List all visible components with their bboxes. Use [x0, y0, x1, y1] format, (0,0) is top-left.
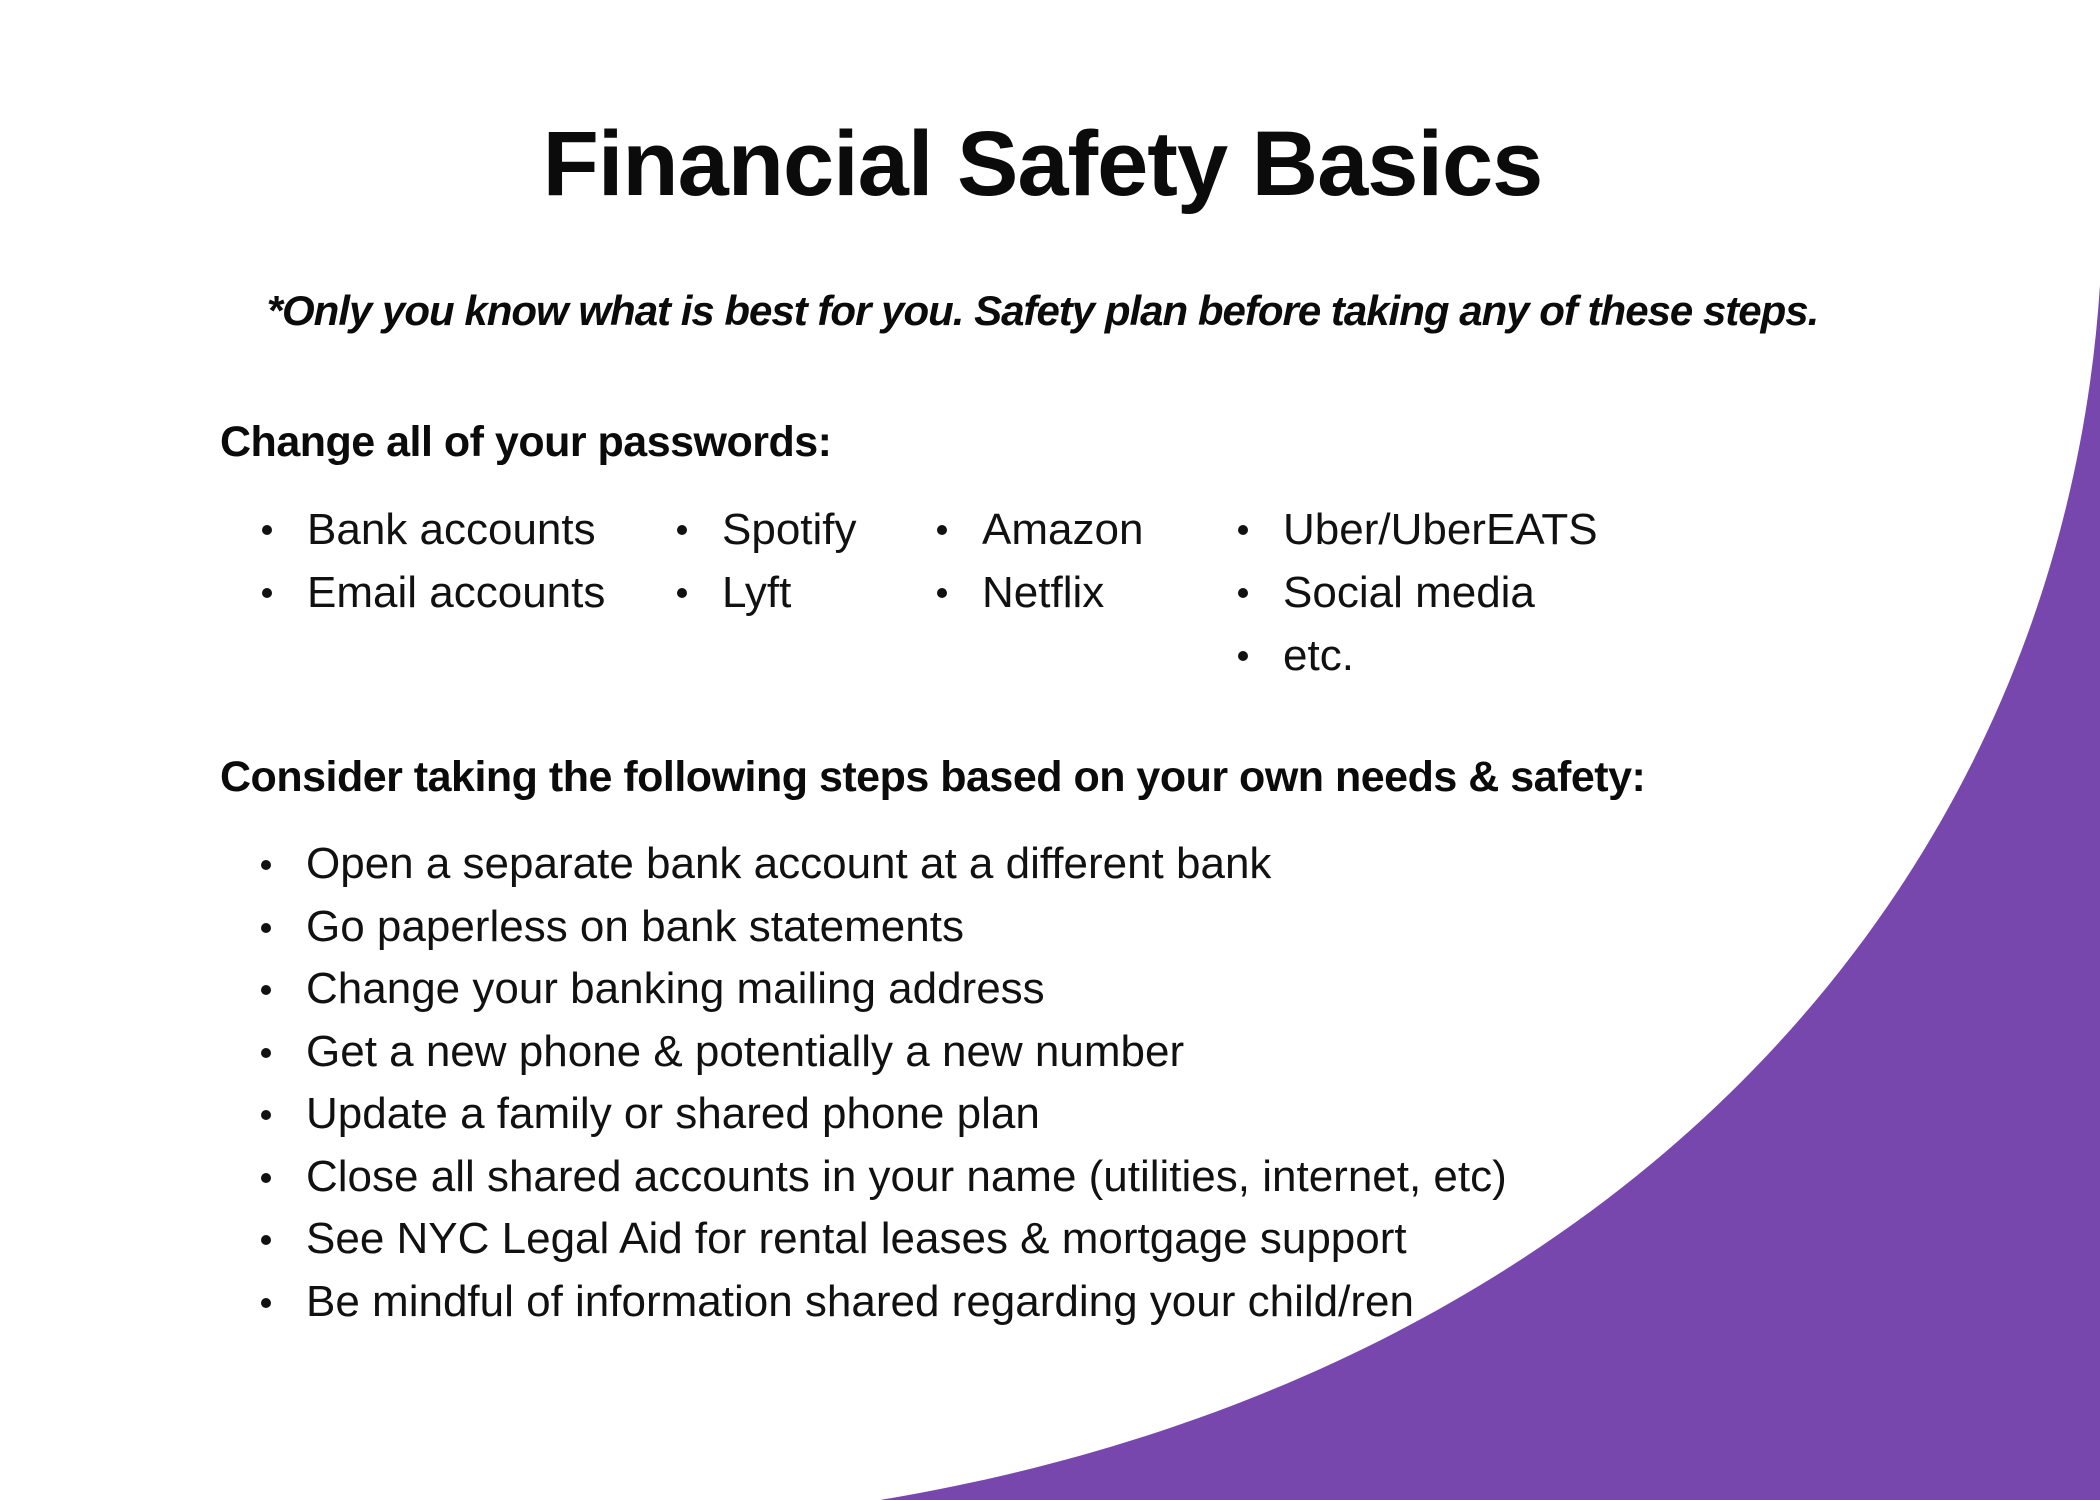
list-item: Get a new phone & potentially a new number	[306, 1021, 1507, 1084]
steps-list	[306, 833, 1507, 1333]
safety-disclaimer: *Only you know what is best for you. Safety plan before taking any of these steps.	[266, 287, 1819, 334]
list-item: Update a family or shared phone plan	[306, 1083, 1507, 1146]
list-item: Open a separate bank account at a different bank	[306, 833, 1507, 896]
list-item: Close all shared accounts in your name (utilities, internet, etc)	[306, 1146, 1507, 1209]
passwords-heading: Change all of your passwords:	[220, 418, 832, 466]
passwords-column-1	[307, 498, 605, 624]
list-item: See NYC Legal Aid for rental leases & mortgage support	[306, 1208, 1507, 1271]
list-item: etc.	[1283, 624, 1598, 687]
passwords-column-2	[722, 498, 857, 624]
list-item: Email accounts	[307, 561, 605, 624]
list-item: Spotify	[722, 498, 857, 561]
list-item: Uber/UberEATS	[1283, 498, 1598, 561]
passwords-column-4	[1283, 498, 1598, 687]
list-item: Go paperless on bank statements	[306, 896, 1507, 959]
list-item: Netflix	[982, 561, 1143, 624]
list-item: Change your banking mailing address	[306, 958, 1507, 1021]
page-title: Financial Safety Basics	[542, 113, 1543, 215]
list-item: Lyft	[722, 561, 857, 624]
list-item: Social media	[1283, 561, 1598, 624]
passwords-column-3	[982, 498, 1143, 624]
list-item: Be mindful of information shared regarding your child/ren	[306, 1271, 1507, 1334]
list-item: Amazon	[982, 498, 1143, 561]
steps-heading: Consider taking the following steps based on your own needs & safety:	[220, 753, 1646, 801]
list-item: Bank accounts	[307, 498, 605, 561]
